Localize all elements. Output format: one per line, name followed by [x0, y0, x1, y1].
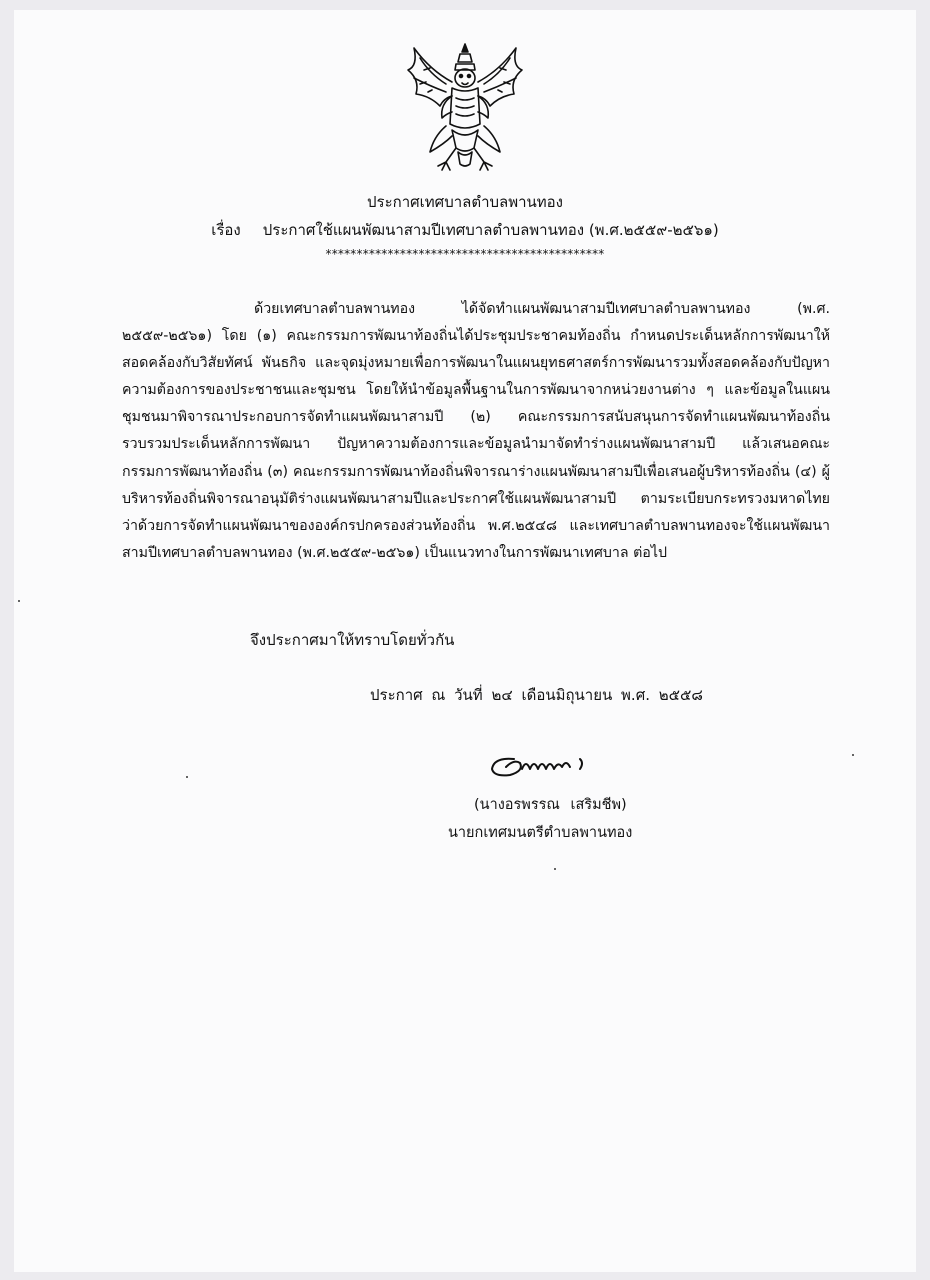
- scan-speck: [554, 868, 556, 870]
- body-paragraph: ด้วยเทศบาลตำบลพานทอง ได้จัดทำแผนพัฒนาสามปีเทศบาลตำบลพานทอง (พ.ศ. ๒๕๕๙-๒๕๖๑) โดย (๑) คณะกรรมการพัฒนาท้องถิ่นได้ประชุมประชาคมท้องถิ่น กำหนดประเด็นหลักการพัฒนาให้สอดคล้องกับวิสัยทัศน์ พันธกิจ และจุดมุ่งหมายเพื่อการพัฒนาในแผนยุทธศาสตร์การพัฒนารวมทั้งสอดคล้องกับปัญหา ความต้องการของประชาชนและชุมชน โดยให้นำข้อมูลพื้นฐานในการพัฒนาจากหน่วยงานต่าง ๆ และข้อมูลในแผนชุมชนมาพิจารณาประกอบการจัดทำแผนพัฒนาสามปี (๒) คณะกรรมการสนับสนุนการจัดทำแผนพัฒนาท้องถิ่นรวบรวมประเด็นหลักการพัฒนา ปัญหาความต้องการและข้อมูลนำมาจัดทำร่างแผนพัฒนาสามปี แล้วเสนอคณะกรรมการพัฒนาท้องถิ่น (๓) คณะกรรมการพัฒนาท้องถิ่นพิจารณาร่างแผนพัฒนาสามปีเพื่อเสนอผู้บริหารท้องถิ่น (๔) ผู้บริหารท้องถิ่นพิจารณาอนุมัติร่างแผนพัฒนาสามปีและประกาศใช้แผนพัฒนาสามปี ตามระเบียบกระทรวงมหาดไทย ว่าด้วยการจัดทำแผนพัฒนาขององค์กรปกครองส่วนท้องถิ่น พ.ศ.๒๕๔๘ และเทศบาลตำบลพานทองจะใช้แผนพัฒนาสามปีเทศบาลตำบลพานทอง (พ.ศ.๒๕๕๙-๒๕๖๑) เป็นแนวทางในการพัฒนาเทศบาล ต่อไป: [122, 301, 830, 561]
- separator: *********************************************: [325, 247, 605, 261]
- scan-speck: [852, 754, 854, 756]
- closing-statement: จึงประกาศมาให้ทราบโดยทั่วกัน: [250, 631, 455, 649]
- handwritten-signature: [484, 745, 604, 785]
- document-page: [14, 10, 916, 1272]
- signatory-position: นายกเทศมนตรีตำบลพานทอง: [448, 825, 633, 841]
- scan-speck: [186, 776, 188, 778]
- subject-label: เรื่อง: [211, 221, 241, 239]
- subject-line: [14, 220, 916, 240]
- garuda-emblem-icon: [400, 40, 530, 180]
- scan-speck: [18, 600, 20, 602]
- subject-text: ประกาศใช้แผนพัฒนาสามปีเทศบาลตำบลพานทอง (พ.ศ.๒๕๕๙-๒๕๖๑): [262, 221, 719, 239]
- organization-title: ประกาศเทศบาลตำบลพานทอง: [367, 193, 563, 211]
- announcement-date: ประกาศ ณ วันที่ ๒๔ เดือนมิถุนายน พ.ศ. ๒๕๕๘: [370, 686, 703, 704]
- signatory-name: (นางอรพรรณ เสริมชีพ): [474, 797, 627, 813]
